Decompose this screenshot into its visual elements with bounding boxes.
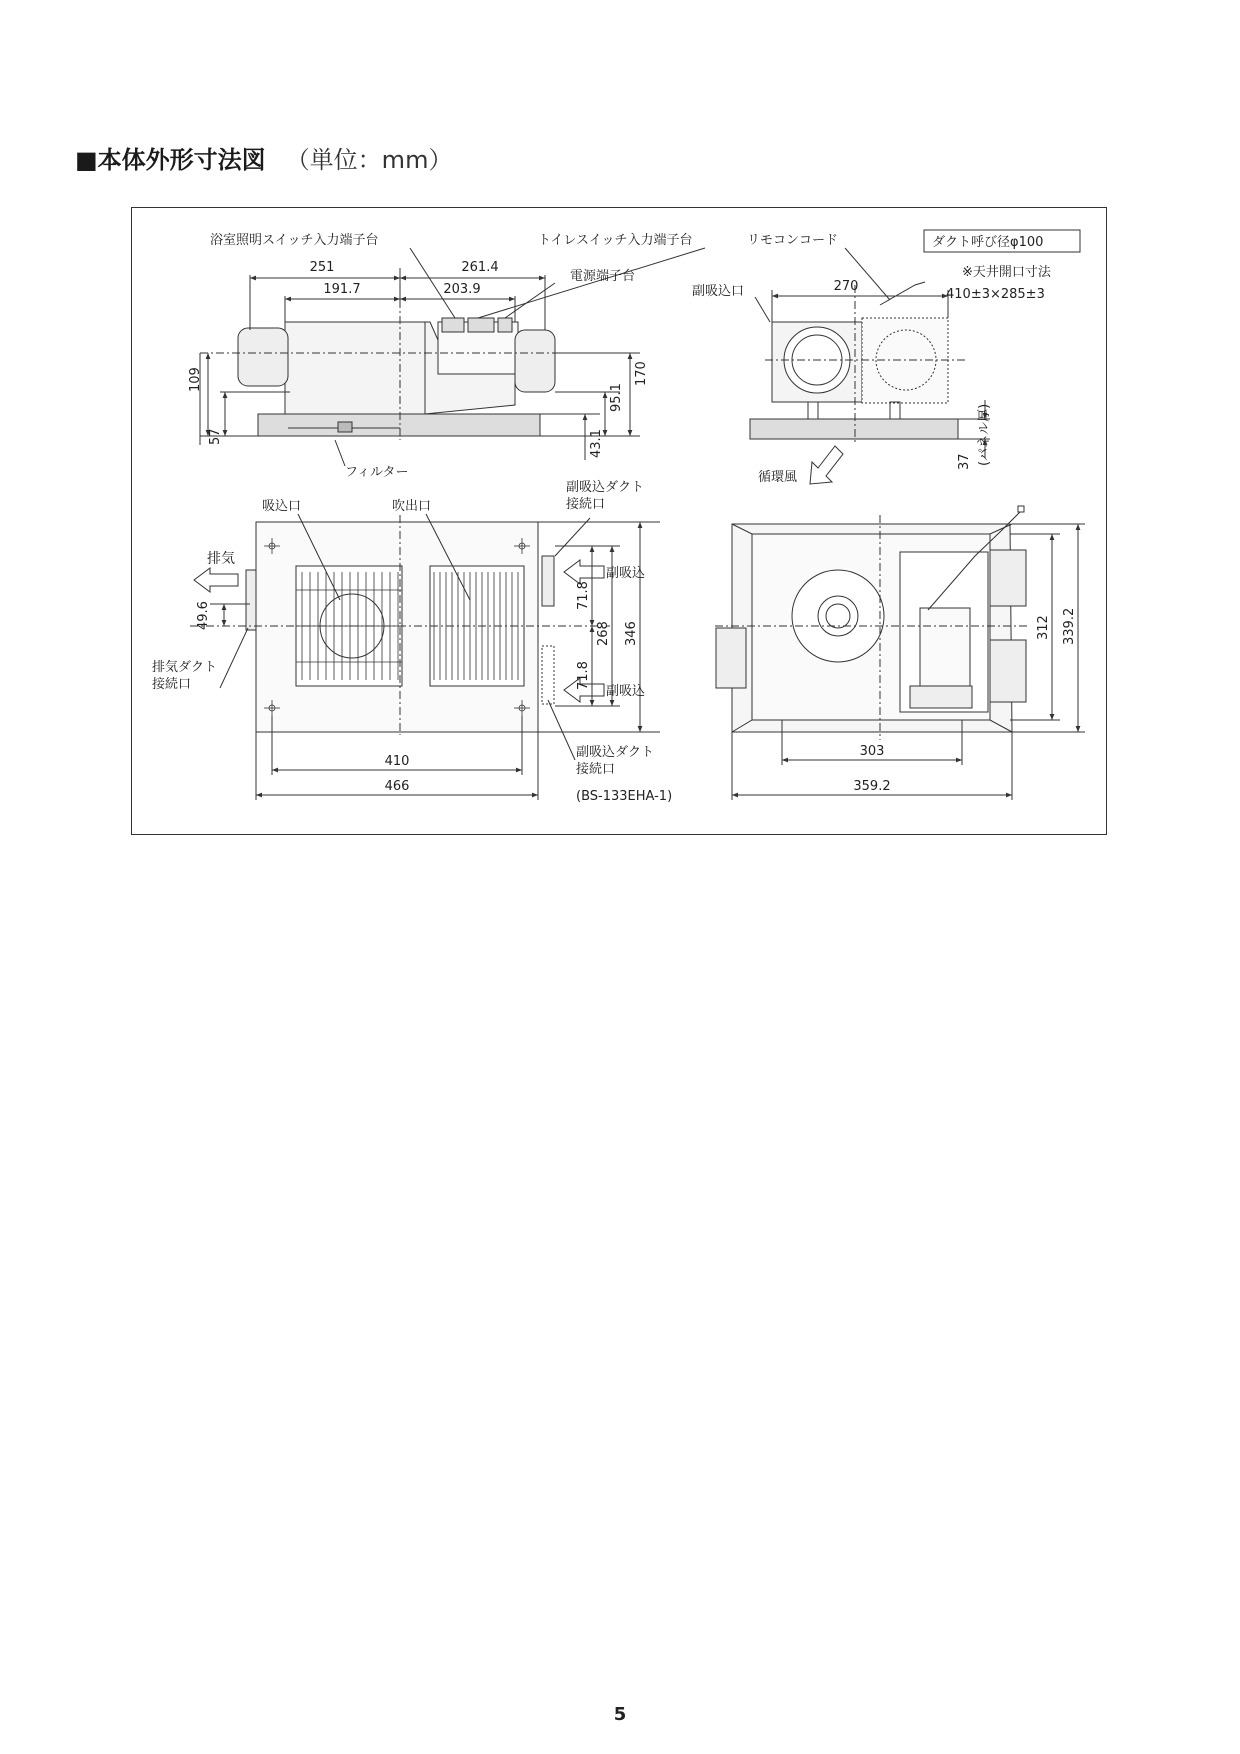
dim-261-4: 261.4	[461, 260, 499, 275]
dim-71-8-b: 71.8	[576, 661, 591, 690]
label-sub-intake-bottom: 副吸込	[606, 684, 646, 699]
dim-359-2: 359.2	[853, 779, 891, 794]
dim-339-2: 339.2	[1062, 607, 1077, 645]
label-bath-switch: 浴室照明スイッチ入力端子台	[210, 233, 379, 248]
page-heading: ■本体外形寸法図	[75, 146, 266, 174]
top-view	[715, 506, 1085, 800]
end-view	[750, 248, 990, 484]
dim-109: 109	[188, 367, 203, 392]
dim-57: 57	[208, 428, 223, 445]
dim-466: 466	[384, 779, 410, 794]
dim-268: 268	[596, 621, 611, 646]
label-sub-duct-top-2: 接続口	[566, 497, 606, 512]
dim-43-1: 43.1	[589, 429, 604, 458]
label-sub-duct-bottom-1: 副吸込ダクト	[576, 745, 655, 760]
label-filter: フィルター	[345, 465, 409, 480]
unit-label: （単位：mm）	[285, 146, 453, 174]
label-circulation: 循環風	[758, 470, 798, 485]
label-exhaust-duct-1: 排気ダクト	[152, 660, 218, 675]
label-power-terminal: 電源端子台	[570, 269, 636, 284]
dim-191-7: 191.7	[323, 282, 361, 297]
label-outlet: 吹出口	[392, 499, 432, 514]
label-exhaust-duct-2: 接続口	[152, 677, 192, 692]
label-sub-duct-top-1: 副吸込ダクト	[566, 480, 645, 495]
dim-346: 346	[624, 621, 639, 646]
label-model: (BS-133EHA-1)	[576, 789, 673, 804]
label-intake: 吸込口	[262, 499, 302, 514]
label-duct-size: ダクト呼び径φ100	[932, 235, 1044, 250]
label-toilet-switch: トイレスイッチ入力端子台	[538, 233, 693, 248]
label-sub-inlet: 副吸込口	[692, 284, 745, 299]
page-number: 5	[613, 1704, 627, 1725]
dim-303: 303	[859, 744, 885, 759]
label-sub-intake-top: 副吸込	[606, 566, 646, 581]
dim-37: 37	[957, 453, 972, 470]
label-exhaust: 排気	[207, 551, 235, 567]
dim-312: 312	[1036, 615, 1051, 640]
dim-49-6: 49.6	[196, 601, 211, 630]
dim-71-8-a: 71.8	[576, 581, 591, 610]
dim-203-9: 203.9	[443, 282, 481, 297]
dim-270: 270	[833, 279, 859, 294]
label-sub-duct-bottom-2: 接続口	[576, 762, 616, 777]
dim-170: 170	[634, 361, 649, 386]
dim-410: 410	[384, 754, 410, 769]
dim-251: 251	[309, 260, 335, 275]
label-ceiling-note: ※天井開口寸法	[962, 265, 1051, 280]
label-ceiling-dims: 410±3×285±3	[946, 287, 1045, 302]
label-panel-thickness: (パネル厚)	[977, 403, 992, 466]
label-remote-cord: リモコンコード	[747, 233, 839, 248]
dim-95-1: 95.1	[609, 383, 624, 412]
